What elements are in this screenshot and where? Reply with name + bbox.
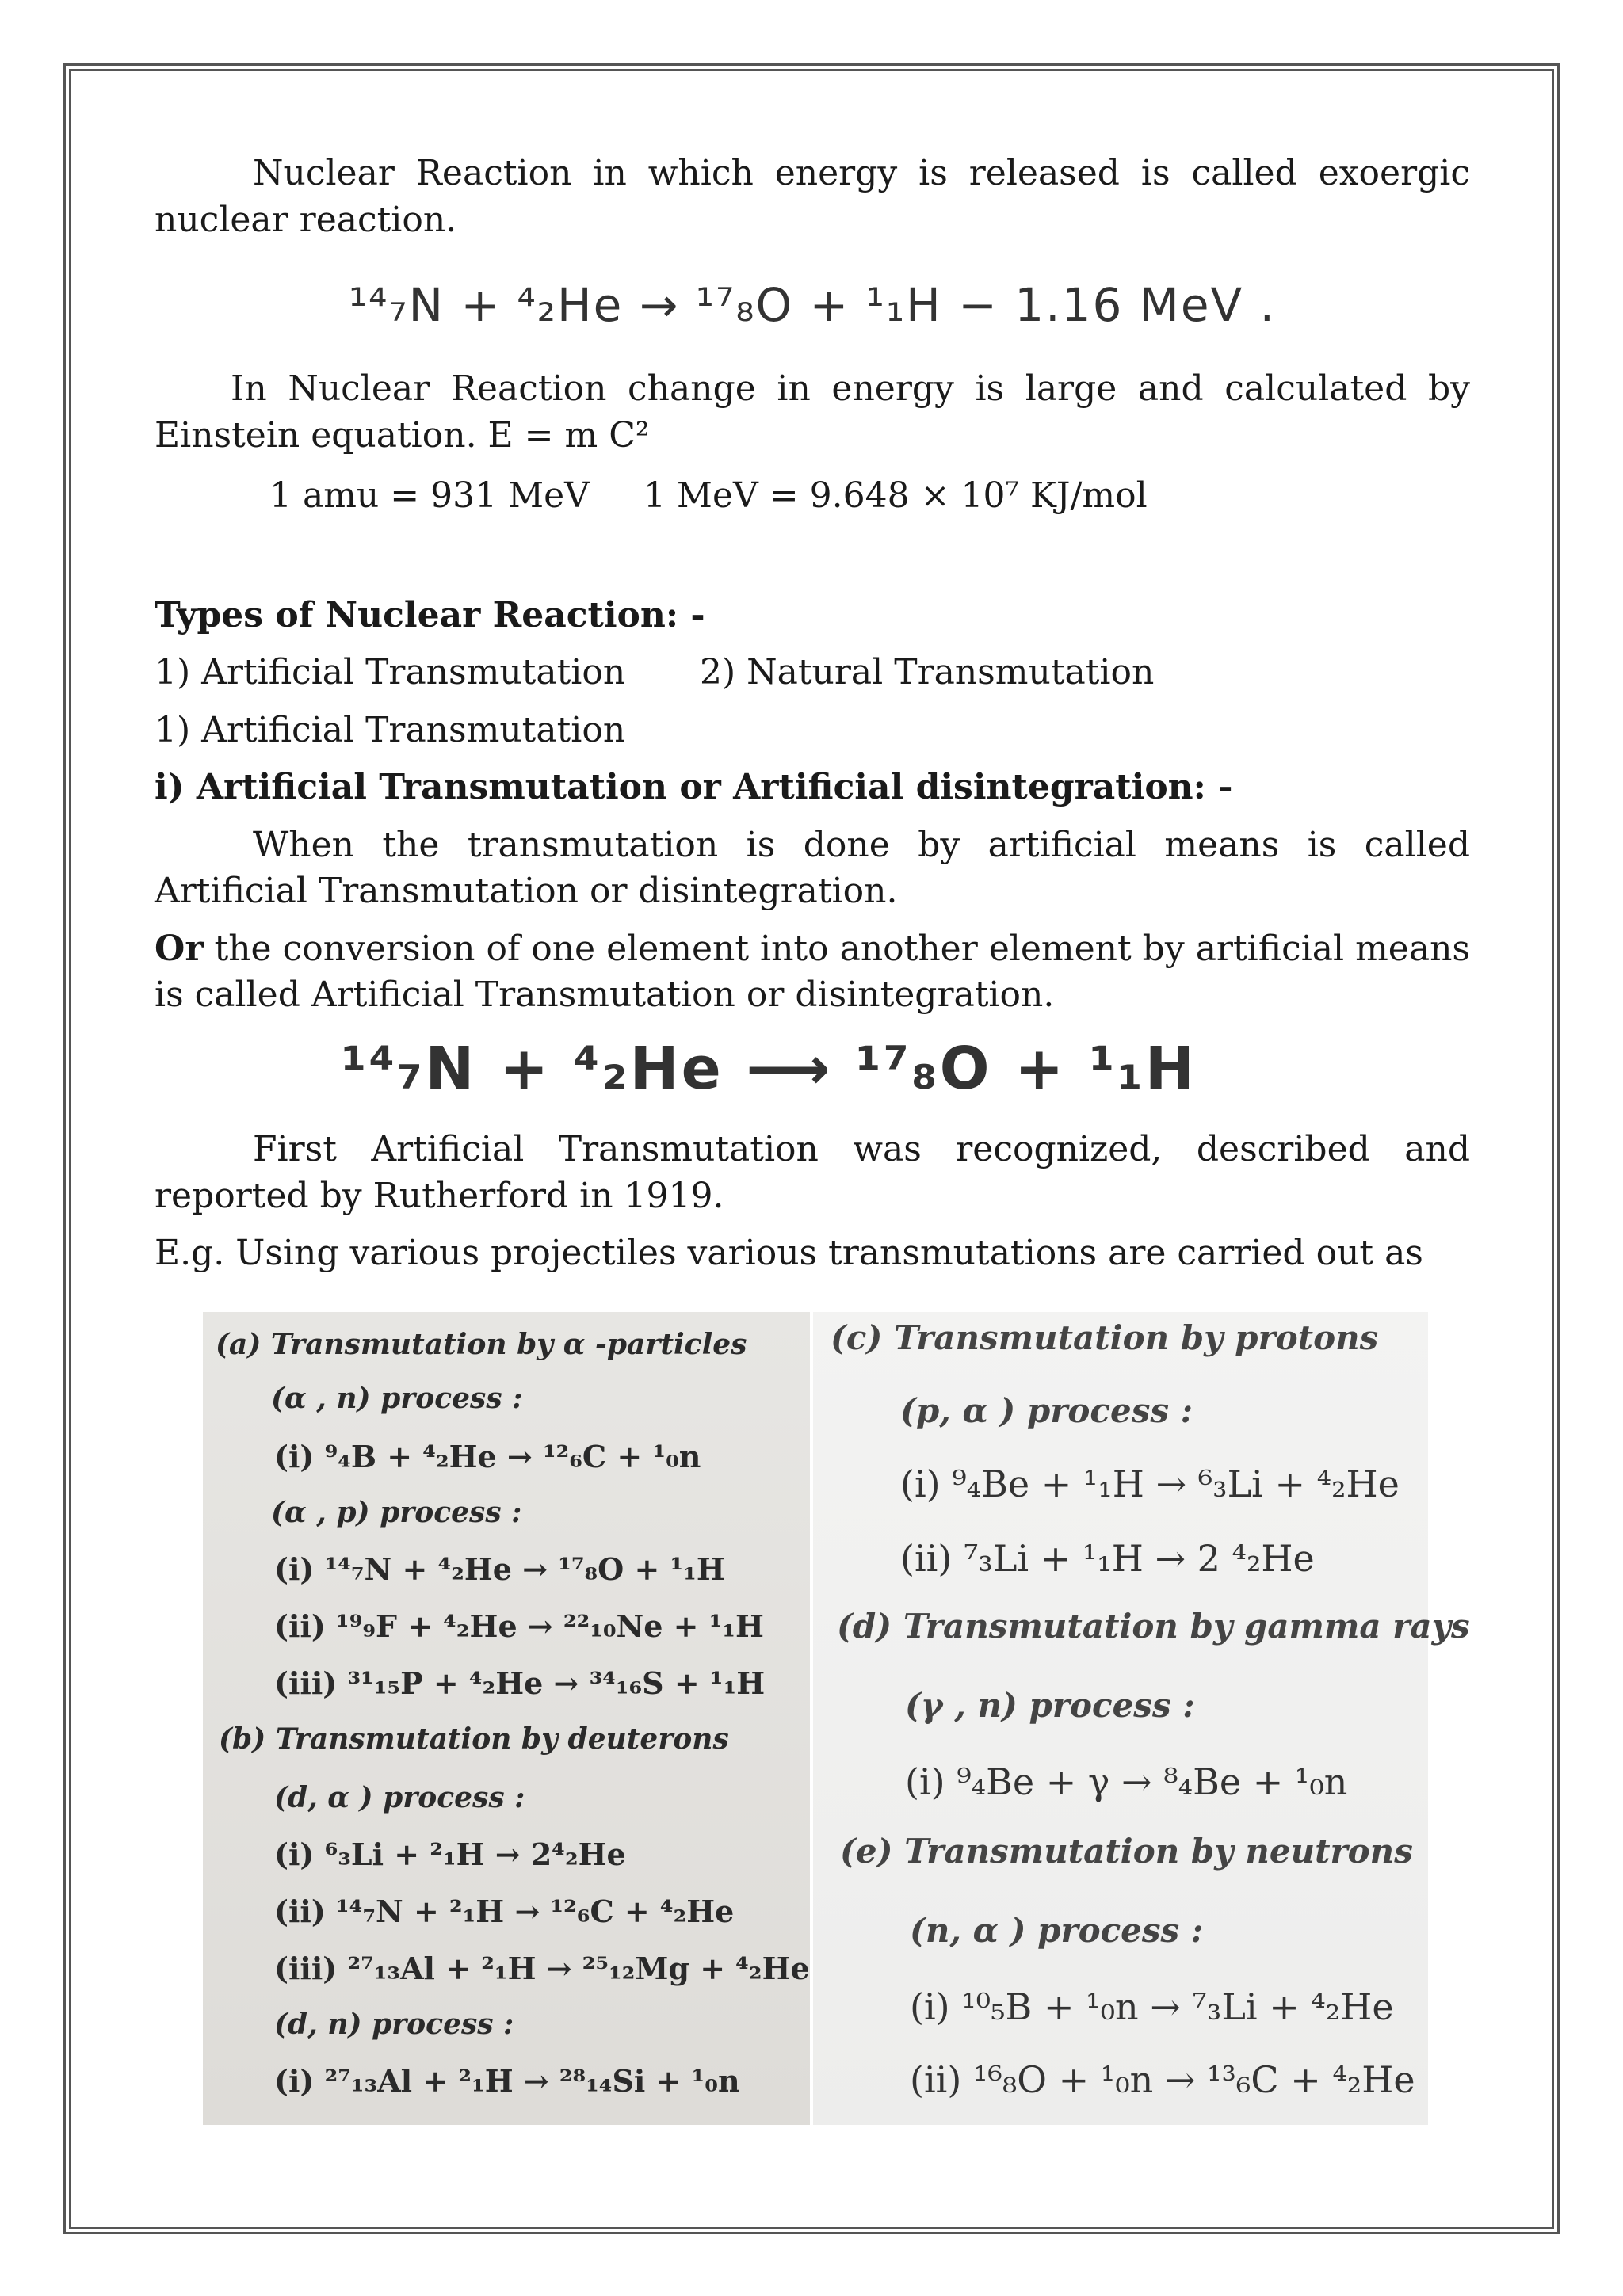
process-alpha-p: (α , p) process :: [271, 1496, 522, 1529]
artificial-definition: When the transmutation is done by artificial means is called Artificial Transmutation or disintegration.: [155, 824, 1470, 912]
reaction-n-alpha-1: (i) ¹⁰₅B + ¹₀n → ⁷₃Li + ⁴₂He: [910, 1985, 1394, 2028]
scan-image-right: [813, 1312, 1470, 2125]
type-natural: 2) Natural Transmutation: [700, 652, 1155, 693]
document-body: [155, 151, 1470, 1277]
artificial-heading: i) Artificial Transmutation or Artificial disintegration: -: [155, 767, 1233, 808]
equation-exoergic: ¹⁴₇N + ⁴₂He → ¹⁷₈O + ¹₁H − 1.16 MeV .: [348, 278, 1277, 333]
heading-gamma-rays: (d) Transmutation by gamma rays: [837, 1607, 1470, 1646]
types-heading: Types of Nuclear Reaction: -: [155, 594, 705, 635]
einstein-paragraph: In Nuclear Reaction change in energy is large and calculated by Einstein equation. E = m C²: [155, 368, 1470, 456]
reaction-d-alpha-1: (i) ⁶₃Li + ²₁H → 2⁴₂He: [274, 1836, 626, 1872]
process-gamma-n: (γ , n) process :: [905, 1686, 1195, 1725]
reaction-n-alpha-2: (ii) ¹⁶₈O + ¹₀n → ¹³₆C + ⁴₂He: [910, 2058, 1415, 2101]
or-label: Or: [155, 928, 204, 969]
or-text: the conversion of one element into another element by artificial means is called Artificial Transmutation or disintegration.: [155, 928, 1470, 1016]
heading-deuterons: (b) Transmutation by deuterons: [219, 1722, 729, 1756]
heading-alpha-particles: (a) Transmutation by α -particles: [216, 1328, 747, 1361]
unit-conversions: [269, 473, 1470, 520]
reaction-p-alpha-1: (i) ⁹₄Be + ¹₁H → ⁶₃Li + ⁴₂He: [900, 1463, 1400, 1505]
artificial-or-paragraph: [155, 926, 1470, 1019]
reaction-d-n-1: (i) ²⁷₁₃Al + ²₁H → ²⁸₁₄Si + ¹₀n: [274, 2063, 740, 2099]
process-d-n: (d, n) process :: [274, 2008, 514, 2041]
process-n-alpha: (n, α ) process :: [910, 1911, 1204, 1950]
reaction-gamma-n-1: (i) ⁹₄Be + γ → ⁸₄Be + ¹₀n: [905, 1760, 1348, 1803]
heading-protons: (c) Transmutation by protons: [831, 1318, 1379, 1357]
reaction-alpha-p-2: (ii) ¹⁹₉F + ⁴₂He → ²²₁₀Ne + ¹₁H: [274, 1608, 764, 1644]
reaction-d-alpha-3: (iii) ²⁷₁₃Al + ²₁H → ²⁵₁₂Mg + ⁴₂He: [274, 1951, 810, 1986]
process-alpha-n: (α , n) process :: [271, 1382, 523, 1415]
example-line: E.g. Using various projectiles various transmutations are carried out as: [155, 1233, 1423, 1274]
rutherford-paragraph: First Artificial Transmutation was recognized, described and reported by Rutherford in 1919.: [155, 1129, 1470, 1216]
process-p-alpha: (p, α ) process :: [900, 1391, 1193, 1430]
reaction-alpha-n-1: (i) ⁹₄B + ⁴₂He → ¹²₆C + ¹₀n: [274, 1439, 701, 1474]
reaction-d-alpha-2: (ii) ¹⁴₇N + ²₁H → ¹²₆C + ⁴₂He: [274, 1894, 735, 1929]
reaction-p-alpha-2: (ii) ⁷₃Li + ¹₁H → 2 ⁴₂He: [900, 1537, 1315, 1580]
reaction-alpha-p-3: (iii) ³¹₁₅P + ⁴₂He → ³⁴₁₆S + ¹₁H: [274, 1665, 766, 1701]
process-d-alpha: (d, α ) process :: [274, 1781, 525, 1814]
types-list: [155, 650, 1470, 696]
amu-conversion: 1 amu = 931 MeV: [269, 475, 590, 517]
exoergic-paragraph: Nuclear Reaction in which energy is released is called exoergic nuclear reaction.: [155, 153, 1470, 240]
reaction-alpha-p-1: (i) ¹⁴₇N + ⁴₂He → ¹⁷₈O + ¹₁H: [274, 1551, 725, 1587]
equation-rutherford: ¹⁴₇N + ⁴₂He ⟶ ¹⁷₈O + ¹₁H: [341, 1034, 1197, 1103]
type-artificial: 1) Artificial Transmutation: [155, 652, 626, 693]
scan-image-left: [203, 1312, 810, 2125]
type-artificial-repeat: 1) Artificial Transmutation: [155, 709, 626, 750]
mev-conversion: 1 MeV = 9.648 × 10⁷ KJ/mol: [643, 475, 1148, 517]
heading-neutrons: (e) Transmutation by neutrons: [840, 1832, 1413, 1871]
